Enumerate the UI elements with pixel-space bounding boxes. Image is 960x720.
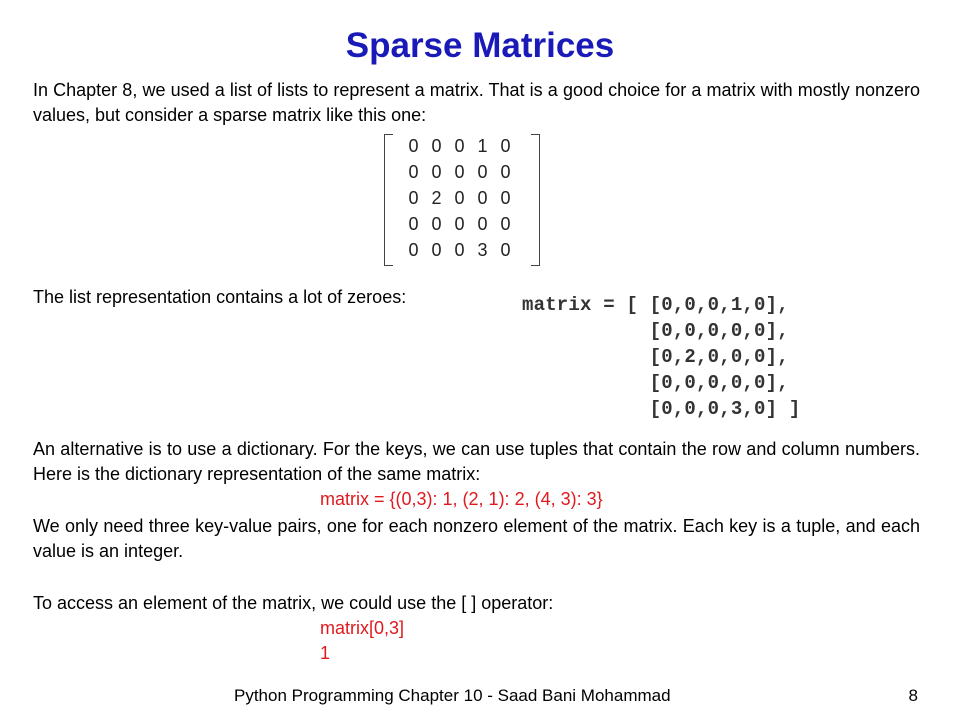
matrix-cell: 0 — [408, 240, 419, 260]
footer-text: Python Programming Chapter 10 - Saad Bani Mohammad — [234, 686, 671, 705]
matrix-cell: 0 — [431, 162, 442, 182]
matrix-cell: 0 — [454, 162, 465, 182]
slide-title: Sparse Matrices — [345, 26, 615, 65]
matrix-cell: 0 — [408, 214, 419, 234]
code-line: matrix = [ [0,0,0,1,0], — [522, 294, 789, 316]
page-number: 8 — [908, 686, 918, 705]
matrix-cell: 0 — [454, 240, 465, 260]
matrix-cell: 0 — [477, 162, 488, 182]
matrix-cell: 0 — [477, 188, 488, 208]
matrix-cell: 0 — [431, 214, 442, 234]
matrix-cell: 0 — [500, 240, 511, 260]
sparse-matrix — [384, 134, 540, 268]
dict-code: matrix = {(0,3): 1, (2, 1): 2, (4, 3): 3} — [320, 489, 603, 509]
pairs-paragraph: We only need three key-value pairs, one for each nonzero element of the matrix. Each key is a tuple, and each value is an integer. — [33, 516, 920, 561]
matrix-cell: 0 — [408, 136, 419, 156]
matrix-row — [402, 240, 517, 266]
code-line: [0,2,0,0,0], — [522, 346, 789, 368]
matrix-row — [402, 214, 517, 240]
matrix-row — [402, 188, 517, 214]
matrix-cell: 0 — [500, 214, 511, 234]
list-representation-text: The list representation contains a lot of zeroes: — [33, 287, 407, 307]
matrix-cell: 0 — [477, 214, 488, 234]
matrix-cell: 0 — [454, 136, 465, 156]
matrix-cell: 0 — [408, 188, 419, 208]
matrix-cell: 0 — [500, 162, 511, 182]
matrix-cell: 1 — [477, 136, 488, 156]
access-code: matrix[0,3] — [320, 618, 405, 638]
left-bracket — [384, 134, 393, 266]
intro-paragraph: In Chapter 8, we used a list of lists to represent a matrix. That is a good choice for a matrix with mostly nonzero values, but consider a sparse matrix like this one: — [33, 80, 920, 125]
matrix-cell: 0 — [500, 188, 511, 208]
access-paragraph: To access an element of the matrix, we could use the [ ] operator: — [33, 593, 554, 613]
list-code-block — [522, 292, 800, 422]
matrix-cell: 3 — [477, 240, 488, 260]
code-line: [0,0,0,3,0] ] — [522, 398, 801, 420]
matrix-cell: 2 — [431, 188, 442, 208]
code-line: [0,0,0,0,0], — [522, 372, 789, 394]
access-result: 1 — [320, 643, 331, 663]
code-line: [0,0,0,0,0], — [522, 320, 789, 342]
matrix-cell: 0 — [454, 188, 465, 208]
matrix-row — [402, 162, 517, 188]
matrix-cell: 0 — [454, 214, 465, 234]
matrix-cell: 0 — [431, 136, 442, 156]
matrix-cell: 0 — [500, 136, 511, 156]
alternative-paragraph: An alternative is to use a dictionary. For the keys, we can use tuples that contain the row and column numbers. Here is the dictionary representation of the same matrix: — [33, 439, 920, 484]
matrix-row — [402, 136, 517, 162]
matrix-cell: 0 — [408, 162, 419, 182]
right-bracket — [531, 134, 540, 266]
matrix-cell: 0 — [431, 240, 442, 260]
